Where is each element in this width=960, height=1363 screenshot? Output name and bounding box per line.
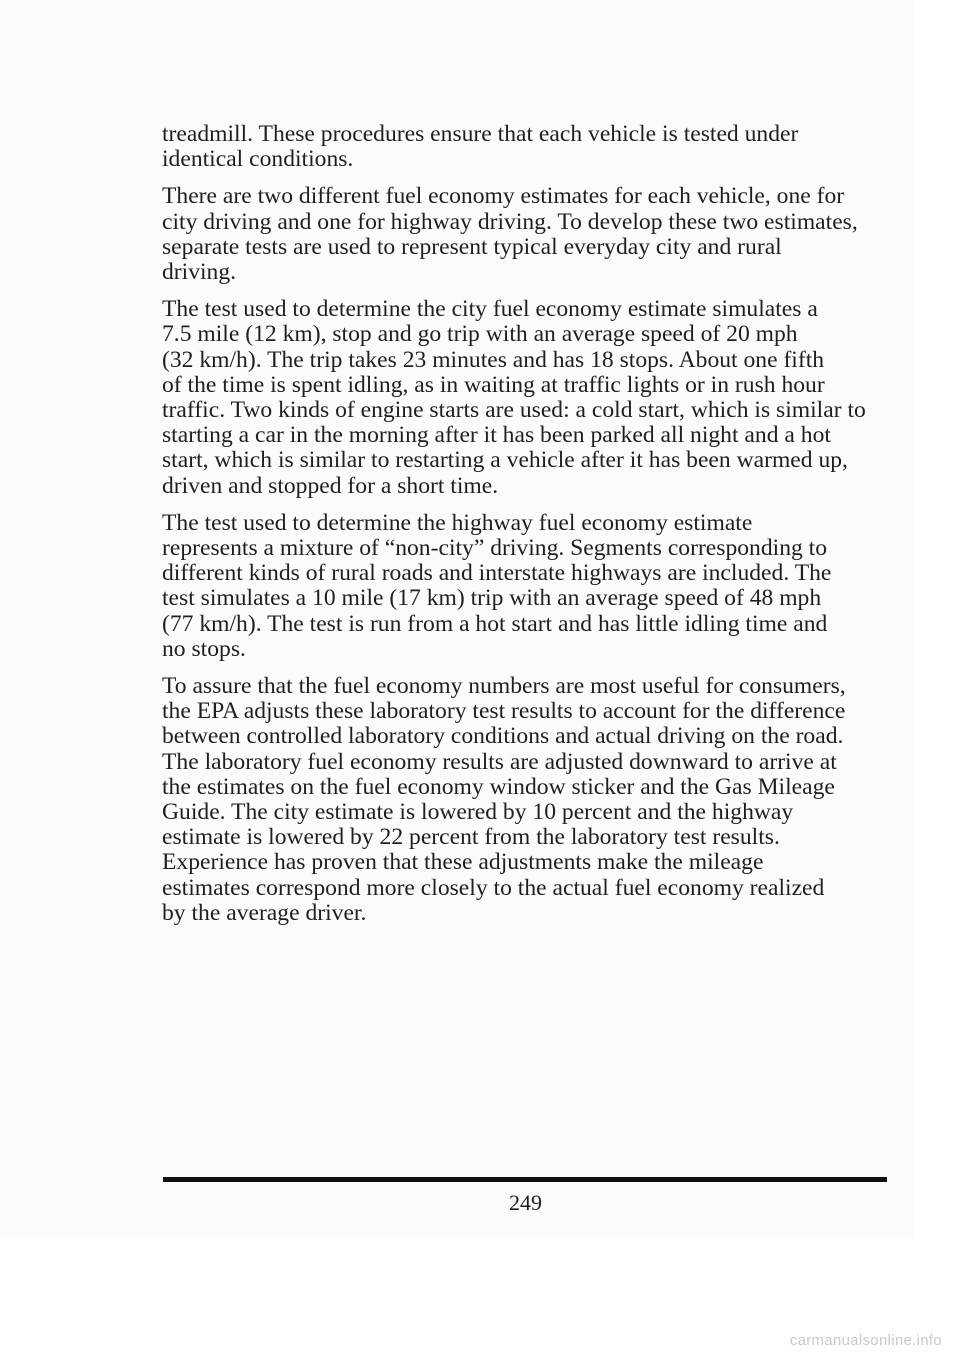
text-line: city driving and one for highway driving. To develop these two estimates, [162, 208, 858, 235]
text-line: treadmill. These procedures ensure that each vehicle is tested under [162, 121, 799, 147]
text-line: traffic. Two kinds of engine starts are used: a cold start, which is similar to [162, 397, 866, 424]
text-line: different kinds of rural roads and interstate highways are included. The [162, 560, 832, 587]
paragraph-city-test [162, 297, 902, 499]
text-line: by the average driver. [162, 899, 367, 926]
text-line: Guide. The city estimate is lowered by 10 percent and the highway [162, 799, 794, 826]
text-line: no stops. [162, 635, 246, 662]
text-line: starting a car in the morning after it has been parked all night and a hot [162, 422, 831, 449]
text-line: estimate is lowered by 22 percent from the laboratory test results. [162, 824, 780, 851]
text-line: the estimates on the fuel economy window sticker and the Gas Mileage [162, 773, 835, 800]
paragraph-treadmill [162, 122, 902, 172]
text-line: driven and stopped for a short time. [162, 472, 499, 499]
text-line: test simulates a 10 mile (17 km) trip with an average speed of 48 mph [162, 585, 822, 612]
text-line: start, which is similar to restarting a vehicle after it has been warmed up, [162, 447, 848, 474]
text-line: the EPA adjusts these laboratory test results to account for the difference [162, 698, 846, 725]
text-line: The test used to determine the highway fuel economy estimate [162, 509, 753, 536]
paragraph-epa-adjustment [162, 674, 902, 926]
text-line: 7.5 mile (12 km), stop and go trip with an average speed of 20 mph [162, 321, 798, 348]
text-line: Experience has proven that these adjustments make the mileage [162, 849, 764, 876]
body-text [162, 122, 902, 938]
text-line: There are two different fuel economy estimates for each vehicle, one for [162, 183, 845, 210]
text-line: of the time is spent idling, as in waiting at traffic lights or in rush hour [162, 371, 825, 398]
text-line: (32 km/h). The trip takes 23 minutes and has 18 stops. About one fifth [162, 346, 825, 373]
text-line: The test used to determine the city fuel economy estimate simulates a [162, 296, 818, 323]
text-line: driving. [162, 259, 237, 286]
text-line: identical conditions. [162, 146, 354, 173]
text-line: (77 km/h). The test is run from a hot start and has little idling time and [162, 610, 828, 637]
text-line: represents a mixture of “non-city” driving. Segments corresponding to [162, 535, 828, 562]
page-number: 249 [509, 1190, 542, 1215]
text-line: between controlled laboratory conditions and actual driving on the road. [162, 723, 844, 750]
paragraph-two-estimates [162, 184, 902, 285]
footer-rule [163, 1177, 887, 1182]
paragraph-highway-test [162, 511, 902, 662]
text-line: To assure that the fuel economy numbers are most useful for consumers, [162, 673, 846, 700]
text-line: estimates correspond more closely to the actual fuel economy realized [162, 874, 825, 901]
text-line: separate tests are used to represent typical everyday city and rural [162, 233, 782, 260]
watermark: carmanualsonline.info [789, 1332, 942, 1349]
text-line: The laboratory fuel economy results are adjusted downward to arrive at [162, 748, 837, 775]
